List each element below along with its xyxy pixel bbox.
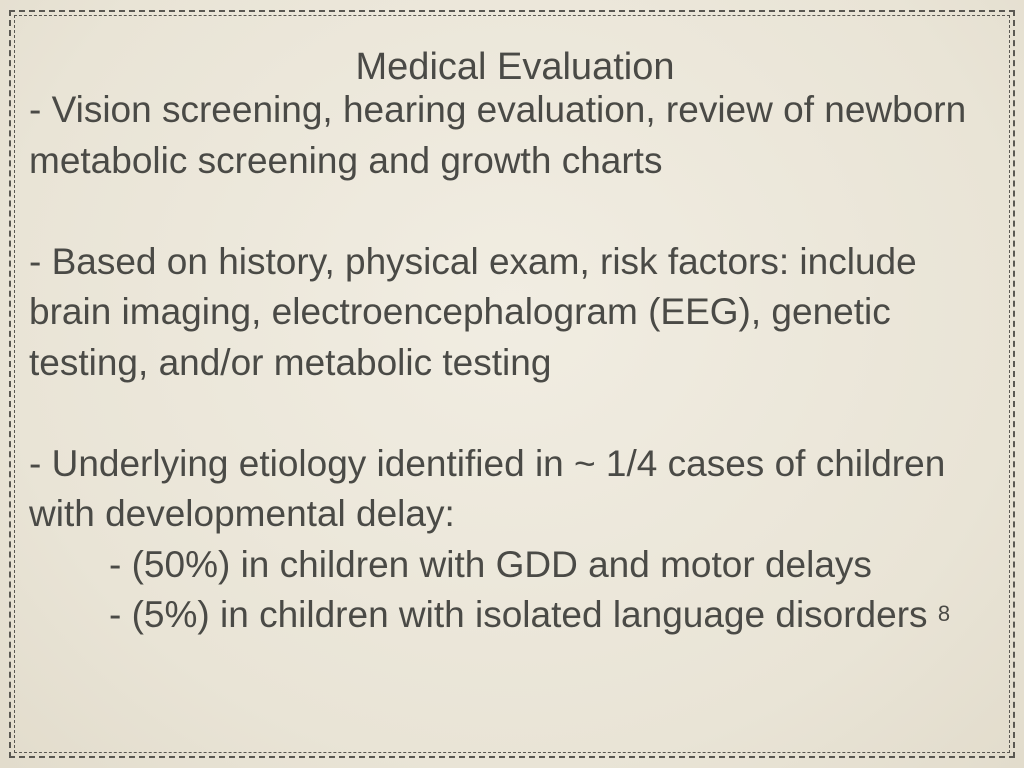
slide-body <box>29 85 989 641</box>
bullet-underlying-etiology: - Underlying etiology identified in ~ 1/4 cases of children with developmental delay: <box>29 442 946 534</box>
subbullet-gdd-motor: - (50%) in children with GDD and motor delays <box>109 543 872 585</box>
slide-title-text: Medical Evaluation <box>355 46 675 88</box>
bullet-diagnostic-testing: - Based on history, physical exam, risk factors: include brain imaging, electroencephalogram (EEG), genetic testing, and/or metabolic testing <box>29 240 917 383</box>
subbullet-language-text: - (5%) in children with isolated language disorders <box>109 594 938 635</box>
citation-superscript: 8 <box>937 601 951 626</box>
paragraph-spacer <box>29 186 989 237</box>
subbullet-language-disorders <box>29 590 989 641</box>
slide-title <box>0 43 1024 91</box>
bullet-vision-screening: - Vision screening, hearing evaluation, review of newborn metabolic screening and growth charts <box>29 89 967 181</box>
paragraph-spacer <box>29 388 989 439</box>
